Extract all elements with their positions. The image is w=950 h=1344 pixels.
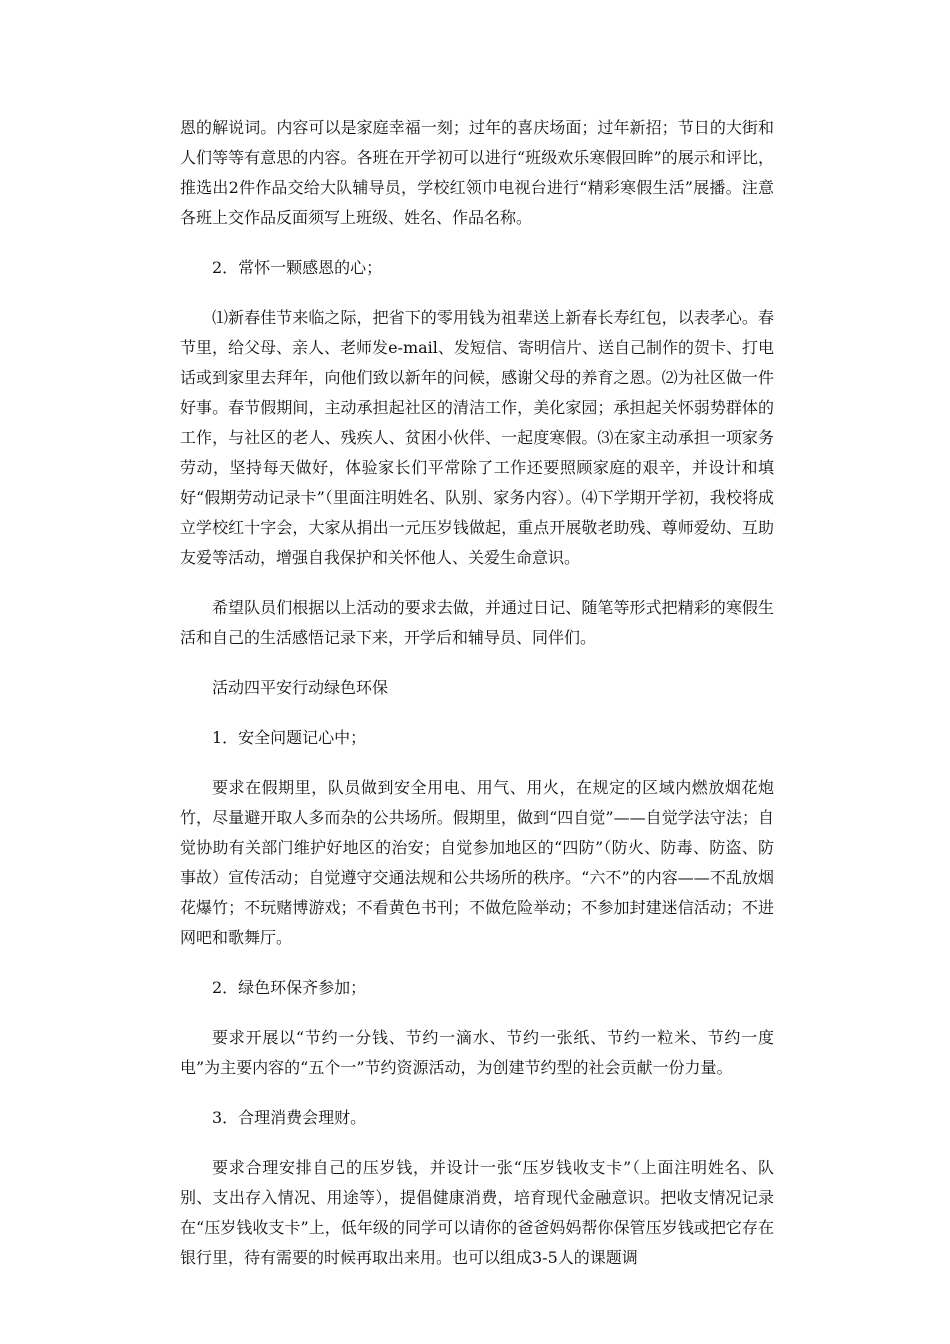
paragraph-finance: 要求合理安排自己的压岁钱，并设计一张“压岁钱收支卡”（上面注明姓名、队别、支出存入情况、用途等），提倡健康消费，培育现代金融意识。把收支情况记录在“压岁钱收支卡”上，低年级的同学可以请你的爸爸妈妈帮你保管压岁钱或把它存在银行里，待有需要的时候再取出来用。也可以组成3-5人的课题调 [180, 1158, 774, 1267]
paragraph-safety: 要求在假期里，队员做到安全用电、用气、用火，在规定的区域内燃放烟花炮竹，尽量避开取人多而杂的公共场所。假期里，做到“四自觉”——自觉学法守法；自觉协助有关部门维护好地区的治安；自觉参加地区的“四防”（防火、防毒、防盗、防事故）宣传活动；自觉遵守交通法规和公共场所的秩序。“六不”的内容——不乱放烟花爆竹；不玩赌博游戏；不看黄色书刊；不做危险举动；不参加封建迷信活动；不进网吧和歌舞厅。 [180, 778, 774, 947]
document-body [180, 113, 774, 1293]
paragraph-green: 要求开展以“节约一分钱、节约一滴水、节约一张纸、节约一粒米、节约一度电”为主要内容的“五个一”节约资源活动，为创建节约型的社会贡献一份力量。 [180, 1028, 774, 1077]
paragraph-hope: 希望队员们根据以上活动的要求去做，并通过日记、随笔等形式把精彩的寒假生活和自己的生活感悟记录下来，开学后和辅导员、同伴们。 [180, 598, 774, 647]
heading-finance: 3．合理消费会理财。 [212, 1108, 367, 1127]
heading-gratitude: 2．常怀一颗感恩的心； [212, 258, 383, 277]
paragraph-continuation: 恩的解说词。内容可以是家庭幸福一刻；过年的喜庆场面；过年新招；节日的大街和人们等等有意思的内容。各班在开学初可以进行“班级欢乐寒假回眸”的展示和评比，推选出2件作品交给大队辅导员，学校红领巾电视台进行“精彩寒假生活”展播。注意各班上交作品反面须写上班级、姓名、作品名称。 [180, 118, 774, 227]
section-title-activity-four: 活动四平安行动绿色环保 [212, 678, 389, 697]
paragraph-gratitude-items: ⑴新春佳节来临之际，把省下的零用钱为祖辈送上新春长寿红包，以表孝心。春节里，给父母、亲人、老师发e-mail、发短信、寄明信片、送自己制作的贺卡、打电话或到家里去拜年，向他们致以新年的问候，感谢父母的养育之恩。⑵为社区做一件好事。春节假期间，主动承担起社区的清洁工作，美化家园；承担起关怀弱势群体的工作，与社区的老人、残疾人、贫困小伙伴、一起度寒假。⑶在家主动承担一项家务劳动，坚持每天做好，体验家长们平常除了工作还要照顾家庭的艰辛，并设计和填好“假期劳动记录卡”（里面注明姓名、队别、家务内容）。⑷下学期开学初，我校将成立学校红十字会，大家从捐出一元压岁钱做起，重点开展敬老助残、尊师爱幼、互助友爱等活动，增强自我保护和关怀他人、关爱生命意识。 [180, 308, 774, 567]
heading-safety: 1．安全问题记心中； [212, 728, 367, 747]
heading-green: 2．绿色环保齐参加； [212, 978, 367, 997]
